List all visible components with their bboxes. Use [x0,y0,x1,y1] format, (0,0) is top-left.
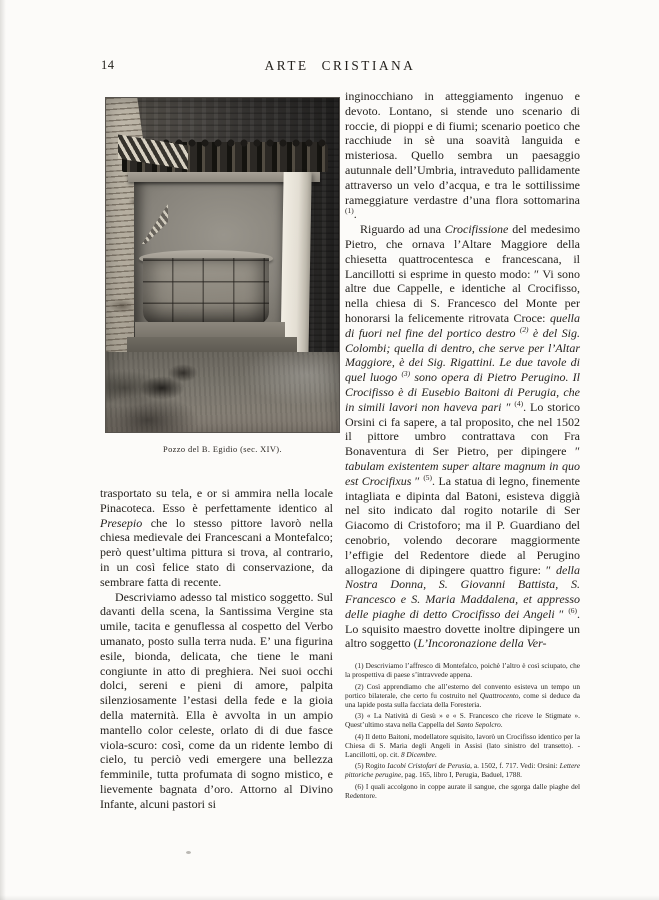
footnote: (4) Il detto Baitoni, modellatore squisito, lavorò un Crocifisso identico per la Chiesa di S. Maria degli Angeli in Assisi (lato sinistro del transetto). - Lancillotti, op. cit. 8 Dicembre. [345,731,580,759]
body-paragraph: Descriviamo adesso tal mistico soggetto. Sul davanti della scena, la Santissima Vergine sta umile, tacita e genuflessa al cospetto del Verbo umanato, posto sulla terra nuda. E’ una figurina esile, bionda, delicata, che tiene le mani congiunte in atto di preghiera. Nei suoi occhi dolci, sereni e pieni di amore, palpita silenziosamente l’estasi della fede e la gioia della maternità. Ella è avvolta in un ampio mantello color celeste, orlato di di due fasce viola-scuro: così, come da un ridente lembo di cielo, tu perciò vedi emergere una bellezza femminile, tutta profumata di sogno mistico, e lievemente bagnata d’oro. Attorno al Divino Infante, alcuni pastori si [100,589,333,811]
footnote: (2) Così apprendiamo che all’esterno del convento esisteva un tempo un portico bilaterale, che certo fu costruito nel Quattrocento, come si deduce da una lapide posta sulla facciata della Foresteria. [345,681,580,709]
left-column [100,486,333,812]
right-column-body [345,89,580,651]
footnote: (3) « La Natività di Gesù » e « S. Francesco che riceve le Stigmate ». Quest’ultimo stava nella Cappella del Santo Sepolcro. [345,711,580,730]
footnote: (1) Descriviamo l’affresco di Montefalco, poichè l’altro è così sciupato, che la prospettiva di paese s’intravvede appena. [345,661,580,680]
right-column [345,89,580,802]
footnote: (5) Rogito Iacobi Cristofari de Perusia, a. 1502, f. 717. Vedi: Orsini: Lettere pittoriche perugine, pag. 165, libro I, Perugia, Baduel, 1788. [345,761,580,780]
figure-caption: Pozzo del B. Egidio (sec. XIV). [163,445,282,454]
photo-vignette [106,98,339,432]
footnote: (6) I quali accolgono in coppe aurate il sangue, che sgorga dalle piaghe del Redentore. [345,781,580,800]
scan-edge-shadow [0,0,6,900]
scan-speck [186,851,191,854]
scan-edge-shadow-bottom [0,895,659,900]
body-paragraph: Riguardo ad una Crocifissione del medesimo Pietro, che ornava l’Altare Maggiore della chiesetta quattrocentesca e francescana, il Lancillotti si esprime in questo modo: ″ Vi sono altre due Cappelle, e identiche al Crocifisso, nella chiesa di S. Francesco del Monte per honorarsi la felicemente ritrovata Croce: quella di fuori nel fine del portico destro $^{(2)}$ è del Sig. Colombi; quella di dentro, che serve per l’Altar Maggiore, è dei Sig. Rigattini. Le due tavole di quel luogo $^{(3)}$ sono opera di Pietro Perugino. Il Crocifisso è di Eusebio Baitoni di Perugia, che in simili lavori non haveva pari ″ $^{(4)}$. Lo storico Orsini ci fa sapere, a tal proposito, che nel 1502 il pittore umbro contrattava con Fra Bonaventura di Ser Pietro, per dipingere ″ tabulam existentem super altare magnum in quo est Crocifixus ″ $^{(5)}$. La statua di legno, finemente intagliata e dipinta dal Batoni, esisteva diggià nel sito indicato dal rogito notarile di Ser Giacomo di Cristoforo; ma il P. Guardiano del cenobrio, volendo decorare maggiormente l’effigie del Redentore diede al Perugino allogazione di dipingere quattro figure: ″ della Nostra Donna, S. Giovanni Battista, S. Francesco e S. Maria Maddalena, et appresso delle piaghe di detto Crocifisso dei Angeli ″ $^{(6)}$. Lo squisito maestro dovette inoltre dipingere un altro soggetto (L’Incoronazione della Ver- [345,222,580,651]
page-number: 14 [101,58,115,72]
footnotes [345,661,580,800]
page-header [100,58,580,76]
body-paragraph: trasportato su tela, e or si ammira nella locale Pinacoteca. Esso è perfettamente identico al Presepio che lo stesso pittore lavorò nella chiesa medievale dei Francescani a Montefalco; però quest’ultima pittura si trova, al contrario, in un così felice stato di conservazione, da sembrare fatta di recente. [100,486,333,589]
photo-pozzo-egidio [106,98,339,432]
body-paragraph: inginocchiano in atteggiamento ingenuo e devoto. Lontano, si stende uno scenario di roccie, di pioppi e di fiumi; scenario poetico che racchiude in sè una soavità languida e misteriosa. Quello sembra un paesaggio autunnale dell’Umbria, intraveduto pallidamente attraverso un velo d’acqua, e tra le sottilissime rameggiature verdastre d’una flora sottomarina $^{(1)}$. [345,89,580,222]
journal-title: ARTE CRISTIANA [264,58,416,73]
